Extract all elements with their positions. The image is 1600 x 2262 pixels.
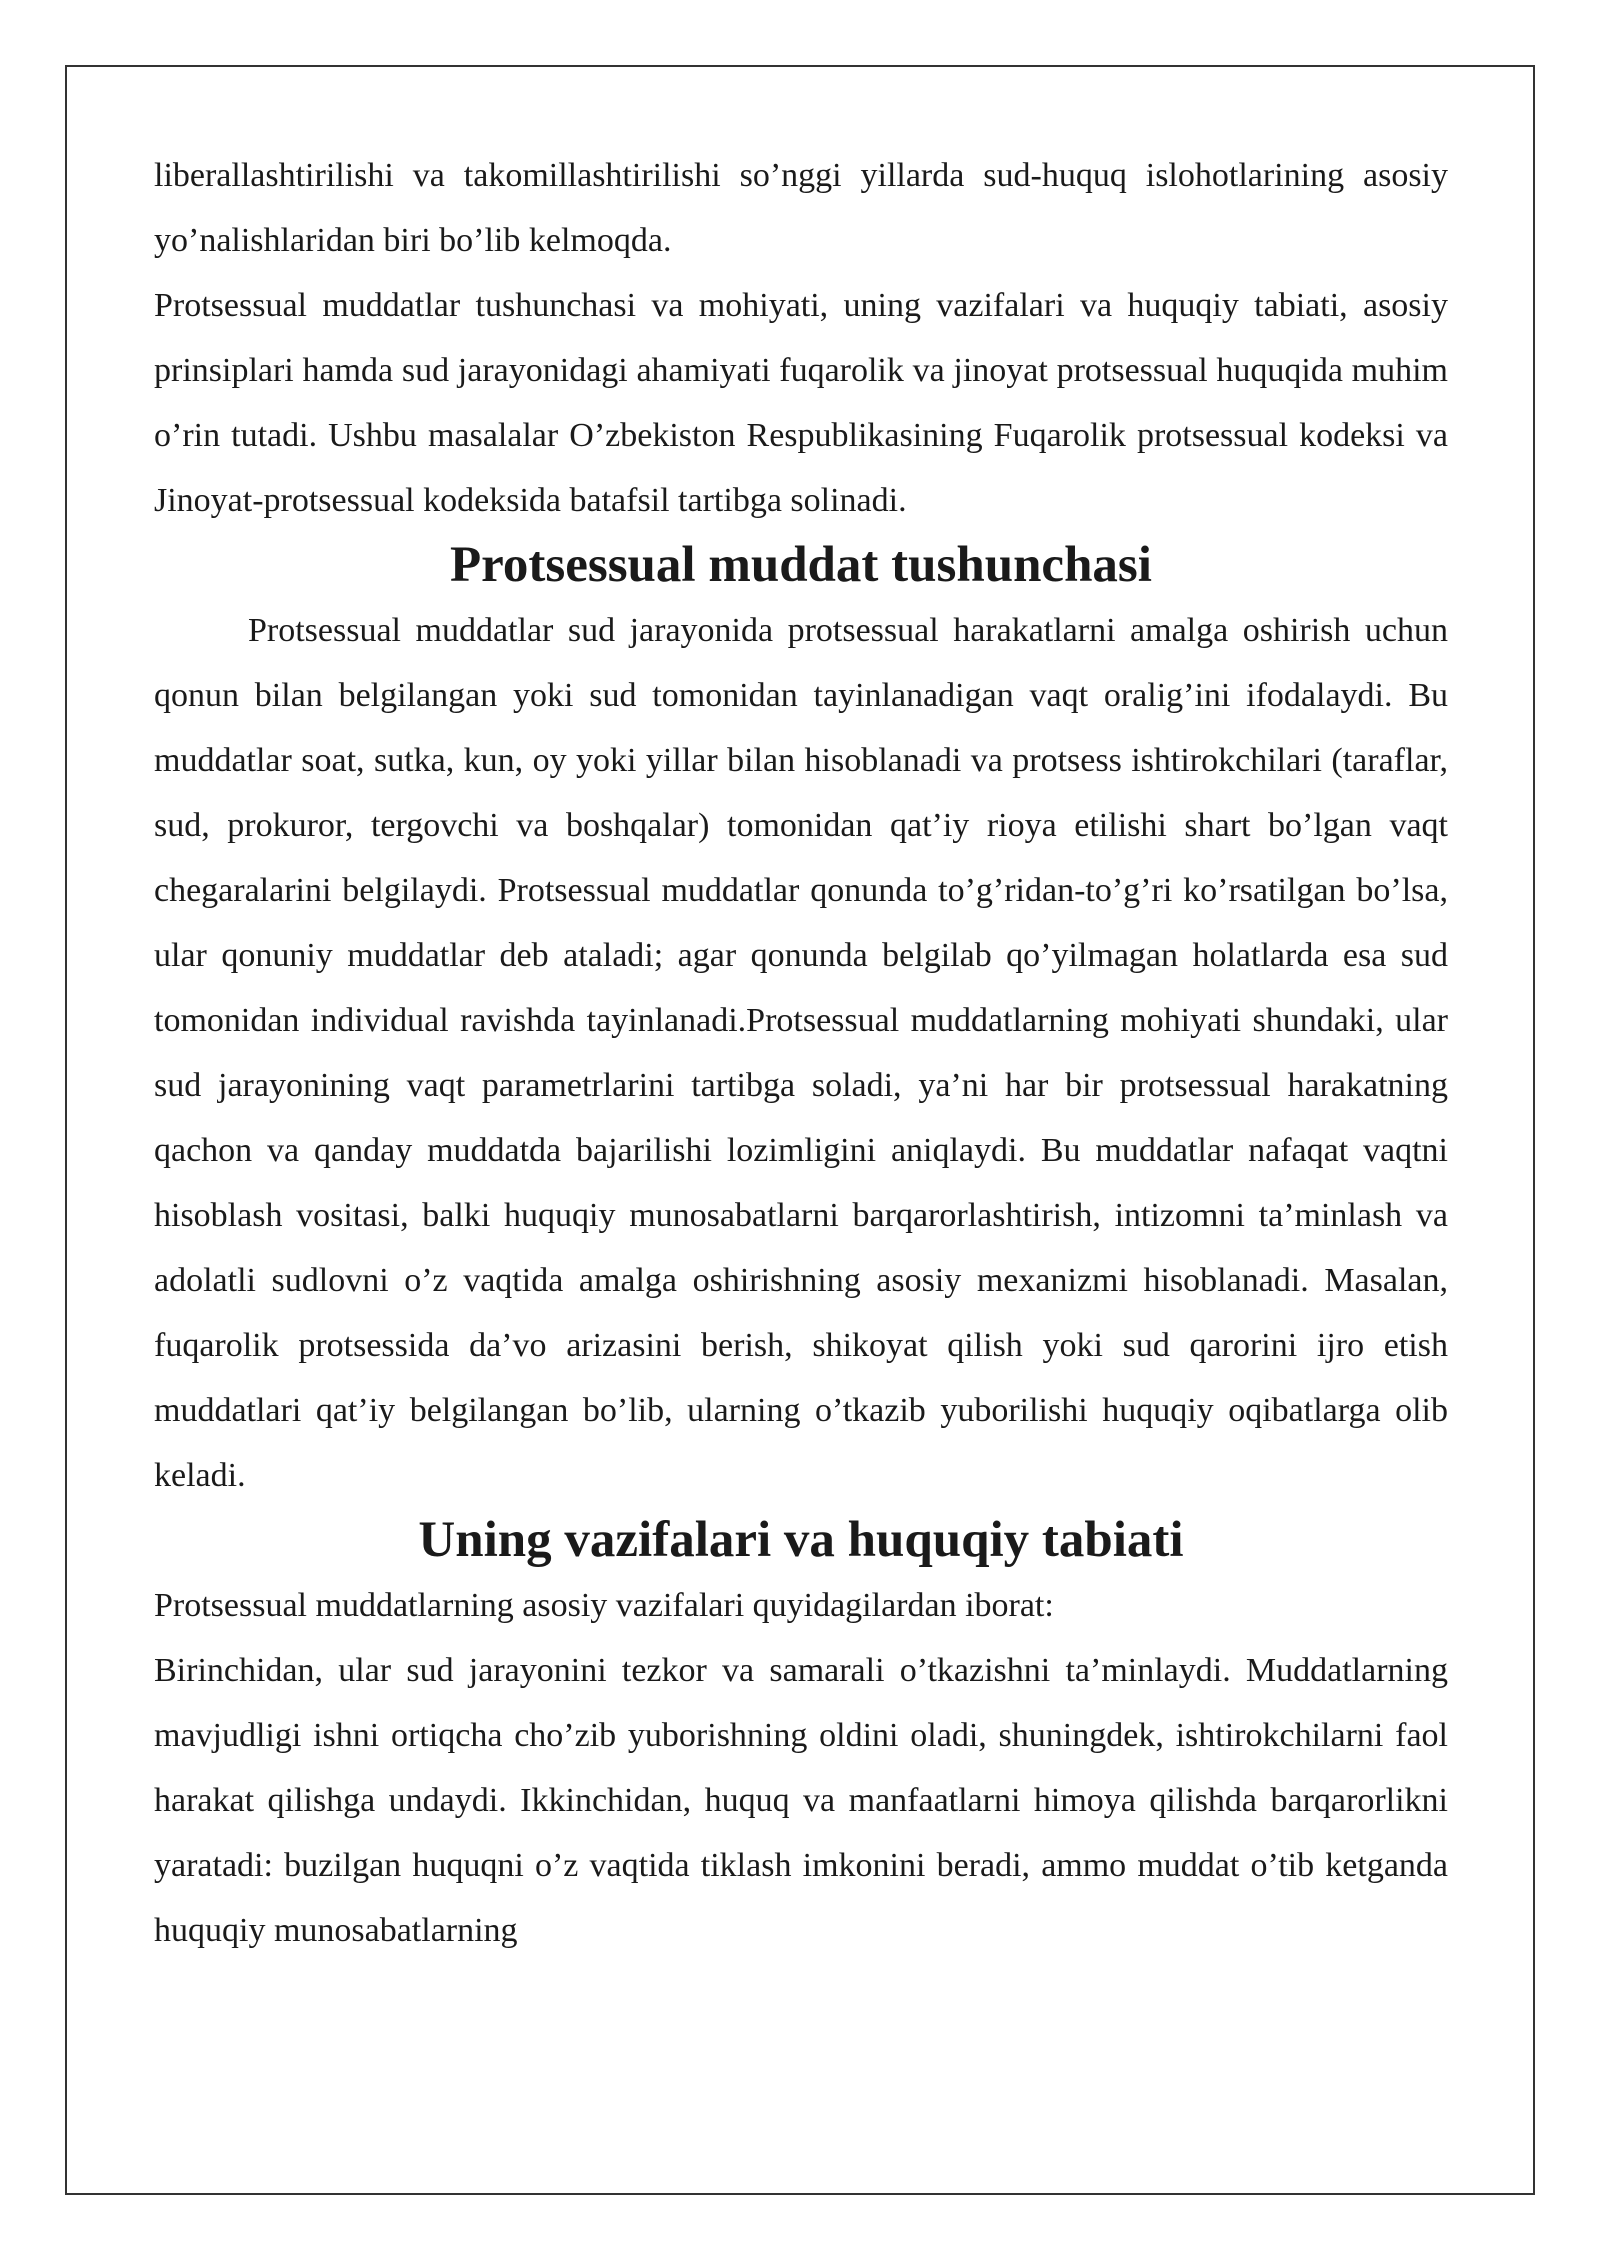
paragraph-overview: Protsessual muddatlar tushunchasi va mohiyati, uning vazifalari va huquqiy tabiati, asosiy prinsiplari hamda sud jarayonidagi ahamiyati fuqarolik va jinoyat protsessual huquqida muhim o’rin tutadi. Ushbu masalalar O’zbekiston Respublikasining Fuqarolik protsessual kodeksi va Jinoyat-protsessual kodeksida batafsil tartibga solinadi.: [154, 287, 1448, 519]
document-body: [154, 143, 1448, 1963]
paragraph-concept: Protsessual muddatlar sud jarayonida protsessual harakatlarni amalga oshirish uchun qonun bilan belgilangan yoki sud tomonidan tayinlanadigan vaqt oralig’ini ifodalaydi. Bu muddatlar soat, sutka, kun, oy yoki yillar bilan hisoblanadi va protsess ishtirokchilari (taraflar, sud, prokuror, tergovchi va boshqalar) tomonidan qat’iy rioya etilishi shart bo’lgan vaqt chegaralarini belgilaydi. Protsessual muddatlar qonunda to’g’ridan-to’g’ri ko’rsatilgan bo’lsa, ular qonuniy muddatlar deb ataladi; agar qonunda belgilab qo’yilmagan holatlarda esa sud tomonidan individual ravishda tayinlanadi.Protsessual muddatlarning mohiyati shundaki, ular sud jarayonining vaqt parametrlarini tartibga soladi, ya’ni har bir protsessual harakatning qachon va qanday muddatda bajarilishi lozimligini aniqlaydi. Bu muddatlar nafaqat vaqtni hisoblash vositasi, balki huquqiy munosabatlarni barqarorlashtirish, intizomni ta’minlash va adolatli sudlovni o’z vaqtida amalga oshirishning asosiy mexanizmi hisoblanadi. Masalan, fuqarolik protsessida da’vo arizasini berish, shikoyat qilish yoki sud qarorini ijro etish muddatlari qat’iy belgilangan bo’lib, ularning o’tkazib yuborilishi huquqiy oqibatlarga olib keladi.: [154, 612, 1448, 1494]
section-heading-concept: Protsessual muddat tushunchasi: [450, 537, 1152, 593]
paragraph-intro-continuation: liberallashtirilishi va takomillashtirilishi so’nggi yillarda sud-huquq islohotlarining asosiy yo’nalishlaridan biri bo’lib kelmoqda.: [154, 157, 1448, 259]
paragraph-functions-intro: Protsessual muddatlarning asosiy vazifalari quyidagilardan iborat:: [154, 1587, 1054, 1624]
section-heading-functions: Uning vazifalari va huquqiy tabiati: [418, 1512, 1184, 1568]
paragraph-functions-list: Birinchidan, ular sud jarayonini tezkor va samarali o’tkazishni ta’minlaydi. Muddatlarning mavjudligi ishni ortiqcha cho’zib yuborishning oldini oladi, shuningdek, ishtirokchilarni faol harakat qilishga undaydi. Ikkinchidan, huquq va manfaatlarni himoya qilishda barqarorlikni yaratadi: buzilgan huquqni o’z vaqtida tiklash imkonini beradi, ammo muddat o’tib ketganda huquqiy munosabatlarning: [154, 1652, 1448, 1949]
